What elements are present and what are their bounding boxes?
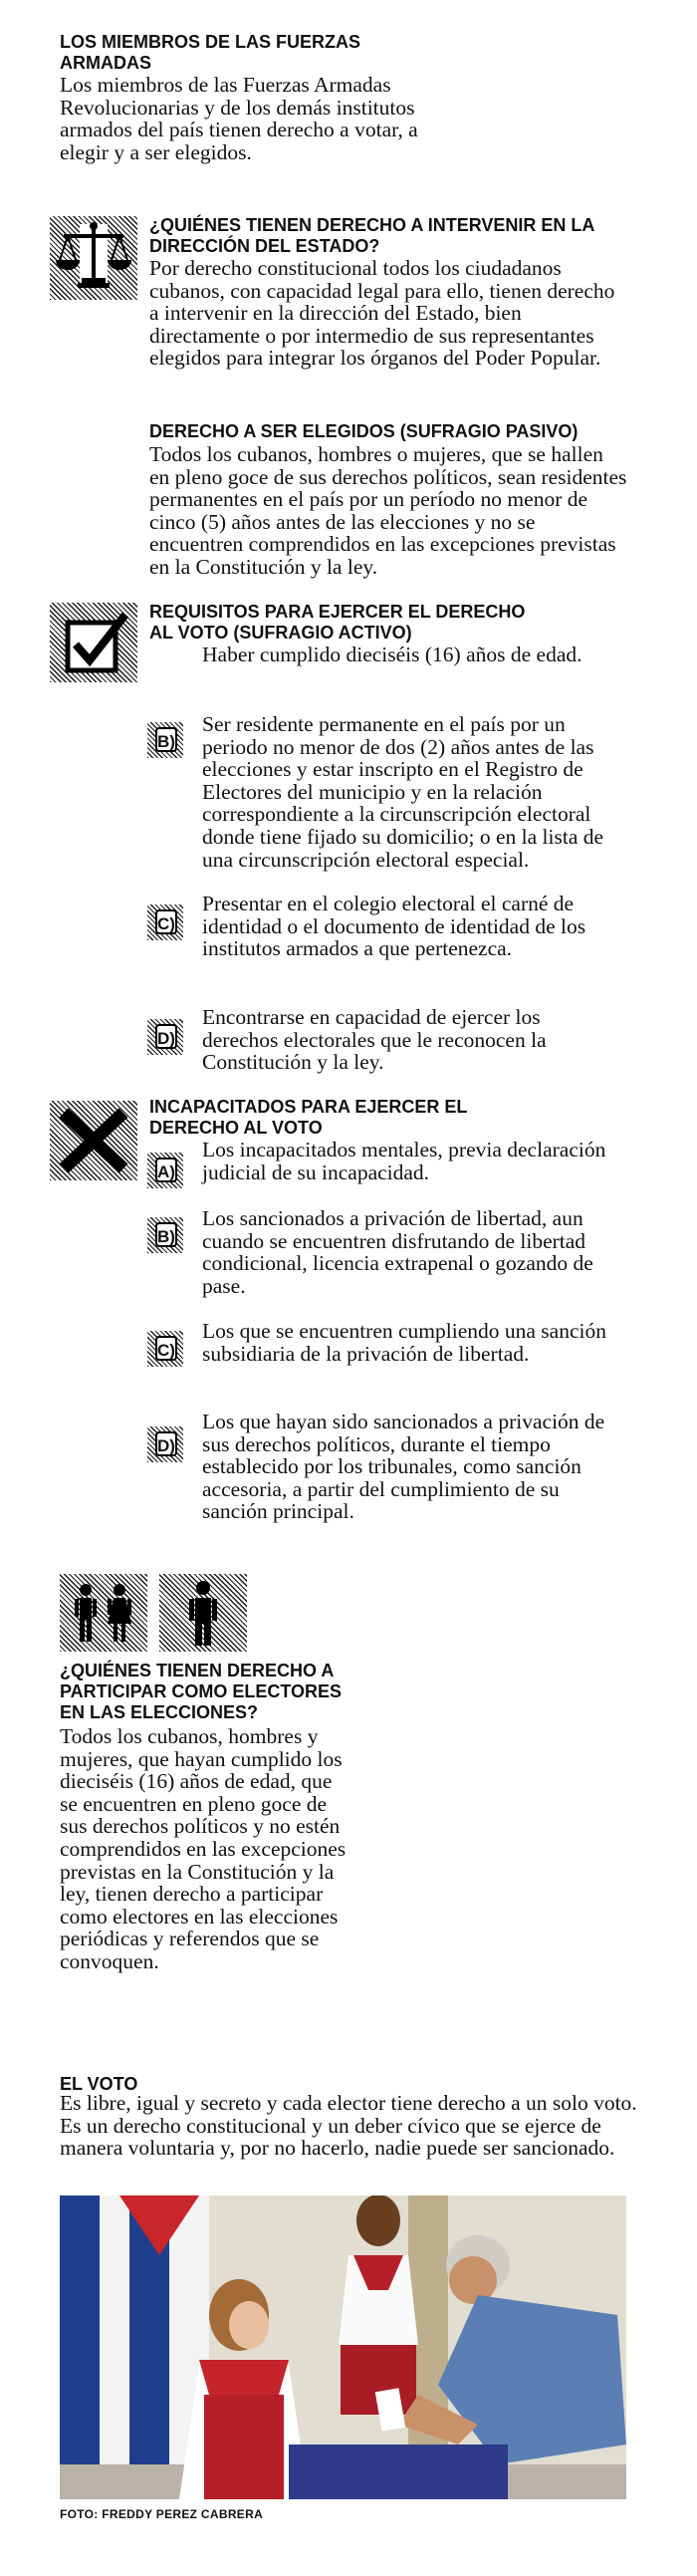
activo-item-b: Ser residente permanente en el país por un periodo no menor de dos (2) años antes de las elecciones y estar inscripto en el Registro de Electores del municipio y en la relación correspondiente a la circunscripción electoral donde tiene fijado su domicilio; o en la lista de una circunscripción electoral especial. [202, 712, 604, 872]
letter-c-badge: C) [147, 1331, 183, 1367]
couple-icon [60, 1574, 147, 1652]
incapacitados-item-b: Los sancionados a privación de libertad, aun cuando se encuentren disfrutando de libertad condicional, licencia extrapenal o gozando de pase. [202, 1206, 593, 1298]
activo-title: REQUISITOS PARA EJERCER EL DERECHO AL VOTO (SUFRAGIO ACTIVO) [149, 602, 526, 643]
x-mark-icon [50, 1101, 137, 1180]
direction-title: ¿QUIÉNES TIENEN DERECHO A INTERVENIR EN LA DIRECCIÓN DEL ESTADO? [149, 215, 594, 256]
electores-body: Todos los cubanos, hombres y mujeres, que hayan cumplido los dieciséis (16) años de edad, que se encuentren en pleno goce de sus derechos políticos y no estén comprendidos en las excepciones previstas en la Constitución y la ley, tienen derecho a participar como electores en las elecciones periódicas y referendos que se convoquen. [60, 1724, 347, 1973]
incapacitados-title: INCAPACITADOS PARA EJERCER EL DERECHO AL VOTO [149, 1097, 468, 1138]
el-voto-body: Es libre, igual y secreto y cada elector tiene derecho a un solo voto. Es un derecho constitucional y un deber cívico que se ejerce de manera voluntaria y, por no hacerlo, nadie puede ser sancionado. [60, 2091, 637, 2161]
sufragio-pasivo-body: Todos los cubanos, hombres o mujeres, que se hallen en pleno goce de sus derechos políticos, sean residentes permanentes en el país por un período no menor de cinco (5) años antes de las elecciones y no se encuentren comprendidos en las excepciones previstas en la Constitución y la ley. [149, 442, 627, 579]
letter-c-badge: C) [147, 904, 183, 940]
armed-forces-title: LOS MIEMBROS DE LAS FUERZAS ARMADAS [60, 32, 361, 73]
letter-b-badge: B) [147, 722, 183, 758]
activo-item-a: Haber cumplido dieciséis (16) años de edad. [202, 643, 582, 666]
person-icon [159, 1574, 247, 1652]
direction-body: Por derecho constitucional todos los ciudadanos cubanos, con capacidad legal para ello, tienen derecho a intervenir en la dirección del Estado, bien directamente o por intermedio de sus representantes elegidos para integrar los órganos del Poder Popular. [149, 256, 615, 371]
letter-b-badge: B) [147, 1217, 183, 1253]
incapacitados-item-c: Los que se encuentren cumpliendo una sanción subsidiaria de la privación de libertad. [202, 1319, 606, 1366]
activo-item-d: Encontrarse en capacidad de ejercer los derechos electorales que le reconocen la Constitución y la ley. [202, 1005, 547, 1075]
incapacitados-item-d: Los que hayan sido sancionados a privación de sus derechos políticos, durante el tiempo establecido por los tribunales, como sanción accesoria, a partir del cumplimiento de su sanción principal. [202, 1410, 605, 1524]
voting-photo [60, 2195, 626, 2499]
checkbox-icon [50, 603, 137, 682]
sufragio-pasivo-title: DERECHO A SER ELEGIDOS (SUFRAGIO PASIVO) [149, 421, 579, 441]
scales-icon [50, 216, 137, 300]
letter-d-badge: D) [147, 1426, 183, 1462]
el-voto-title: EL VOTO [60, 2074, 138, 2094]
incapacitados-item-a: Los incapacitados mentales, previa declaración judicial de su incapacidad. [202, 1138, 606, 1184]
electores-title: ¿QUIÉNES TIENEN DERECHO A PARTICIPAR COMO ELECTORES EN LAS ELECCIONES? [60, 1661, 343, 1722]
letter-d-badge: D) [147, 1019, 183, 1055]
photo-credit: FOTO: FREDDY PEREZ CABRERA [60, 2507, 264, 2521]
letter-a-badge: A) [147, 1153, 183, 1188]
activo-item-c: Presentar en el colegio electoral el carné de identidad o el documento de identidad de los institutos armados a que pertenezca. [202, 892, 586, 961]
armed-forces-body: Los miembros de las Fuerzas Armadas Revolucionarias y de los demás institutos armados del país tienen derecho a votar, a elegir y a ser elegidos. [60, 73, 418, 164]
